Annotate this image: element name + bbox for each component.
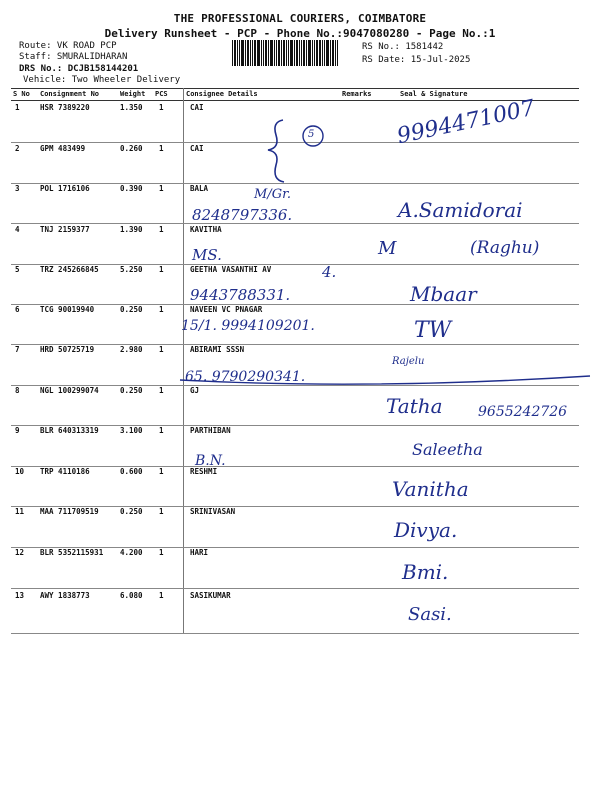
signature-row-6: TW: [414, 318, 452, 343]
col-pcs: PCS: [155, 90, 168, 98]
cell-weight: 0.250: [120, 386, 143, 395]
cell-sno: 1: [15, 103, 20, 112]
cell-pcs: 1: [159, 467, 164, 476]
signature-row-12: Bmi.: [402, 560, 449, 584]
cell-consignment: HRD 50725719: [40, 345, 95, 354]
geetha-number: 4.: [322, 263, 337, 281]
cell-weight: 0.250: [120, 507, 143, 516]
signature-row-9: Saleetha: [412, 440, 483, 459]
cell-consignment: BLR 5352115931: [40, 548, 104, 557]
cell-consignee: NAVEEN VC PNAGAR: [190, 305, 263, 314]
signature-row-4b: (Raghu): [470, 238, 540, 258]
signature-row-13: Sasi.: [408, 604, 452, 625]
cell-pcs: 1: [159, 386, 164, 395]
cell-pcs: 1: [159, 305, 164, 314]
company-title: THE PROFESSIONAL COURIERS, COIMBATORE: [173, 12, 427, 25]
cell-sno: 3: [15, 184, 20, 193]
signature-row-3: A.Samidorai: [398, 198, 523, 222]
cell-sno: 11: [15, 507, 25, 516]
cell-consignment: TNJ 2159377: [40, 225, 90, 234]
cell-consignment: HSR 7389220: [40, 103, 90, 112]
cell-consignee: GEETHA VASANTHI AV: [190, 265, 272, 274]
cell-weight: 0.260: [120, 144, 143, 153]
cell-consignment: TRZ 245266845: [40, 265, 99, 274]
cell-sno: 9: [15, 426, 20, 435]
signature-row-1: 9994471007: [394, 95, 538, 150]
cell-consignment: AWY 1838773: [40, 591, 90, 600]
cell-consignment: GPM 483499: [40, 144, 86, 153]
cell-consignment: MAA 711709519: [40, 507, 99, 516]
cell-consignee: KAVITHA: [190, 225, 222, 234]
cell-sno: 10: [15, 467, 25, 476]
vehicle-label: Vehicle: Two Wheeler Delivery: [23, 75, 181, 85]
cell-weight: 0.250: [120, 305, 143, 314]
cell-weight: 3.100: [120, 426, 143, 435]
kavitha-note: MS.: [192, 246, 222, 264]
naveen-note: 15/1. 9994109201.: [181, 318, 315, 334]
abirami-note: 65. 9790290341.: [185, 369, 306, 385]
brace-count-note: 5: [308, 129, 315, 140]
cell-consignee: SASIKUMAR: [190, 591, 231, 600]
runsheet-subtitle: Delivery Runsheet - PCP - Phone No.:9047080280 - Page No.:1: [104, 27, 496, 40]
cell-weight: 0.390: [120, 184, 143, 193]
cell-pcs: 1: [159, 103, 164, 112]
cell-consignee: GJ: [190, 386, 200, 395]
cell-pcs: 1: [159, 225, 164, 234]
cell-sno: 13: [15, 591, 25, 600]
cell-consignee: PARTHIBAN: [190, 426, 231, 435]
route-label: Route: VK ROAD PCP: [19, 41, 117, 51]
bala-note: M/Gr.: [254, 187, 291, 202]
cell-consignment: POL 1716106: [40, 184, 90, 193]
cell-weight: 6.080: [120, 591, 143, 600]
cell-sno: 8: [15, 386, 20, 395]
cell-sno: 2: [15, 144, 20, 153]
cell-pcs: 1: [159, 591, 164, 600]
cell-consignee: CAI: [190, 103, 204, 112]
col-consignment: Consignment No: [40, 90, 100, 98]
cell-consignee: ABIRAMI SSSN: [190, 345, 245, 354]
cell-consignee: CAI: [190, 144, 204, 153]
cell-pcs: 1: [159, 426, 164, 435]
cell-pcs: 1: [159, 265, 164, 274]
cell-pcs: 1: [159, 184, 164, 193]
cell-sno: 4: [15, 225, 20, 234]
cell-weight: 1.390: [120, 225, 143, 234]
cell-consignee: HARI: [190, 548, 209, 557]
signature-row-11: Divya.: [394, 518, 458, 542]
signature-row-10: Vanitha: [392, 477, 469, 501]
col-sno: S No: [13, 90, 30, 98]
cell-consignee: SRINIVASAN: [190, 507, 236, 516]
cell-pcs: 1: [159, 507, 164, 516]
cell-weight: 2.980: [120, 345, 143, 354]
geetha-phone: 9443788331.: [190, 286, 291, 304]
col-consignee: Consignee Details: [186, 90, 258, 98]
cell-pcs: 1: [159, 345, 164, 354]
cell-sno: 5: [15, 265, 20, 274]
signature-row-5: Mbaar: [410, 282, 477, 306]
cell-consignment: NGL 100299074: [40, 386, 99, 395]
cell-pcs: 1: [159, 548, 164, 557]
signature-row-4a: M: [378, 238, 397, 259]
cell-sno: 12: [15, 548, 25, 557]
cell-consignment: BLR 640313319: [40, 426, 99, 435]
cell-consignee: BALA: [190, 184, 209, 193]
cell-weight: 4.200: [120, 548, 143, 557]
drs-label: DRS No.: DCJB158144201: [19, 64, 139, 74]
parthiban-note: B.N.: [195, 453, 226, 469]
col-seal-signature: Seal & Signature: [400, 90, 468, 98]
rs-number: RS No.: 1581442: [362, 42, 444, 52]
cell-sno: 7: [15, 345, 20, 354]
signature-row-8a: Tatha: [386, 394, 443, 418]
cell-consignment: TCG 90019940: [40, 305, 95, 314]
cell-sno: 6: [15, 305, 20, 314]
cell-weight: 1.350: [120, 103, 143, 112]
cell-consignee: RESHMI: [190, 467, 218, 476]
cell-weight: 5.250: [120, 265, 143, 274]
signature-row-8b: 9655242726: [478, 404, 568, 420]
bala-phone: 8248797336.: [192, 206, 293, 224]
cell-consignment: TRP 4110186: [40, 467, 90, 476]
cell-pcs: 1: [159, 144, 164, 153]
cell-weight: 0.600: [120, 467, 143, 476]
rs-date: RS Date: 15-Jul-2025: [362, 55, 471, 65]
col-weight: Weight: [120, 90, 146, 98]
col-remarks: Remarks: [342, 90, 372, 98]
signature-row-7: Rajelu: [392, 356, 425, 367]
staff-label: Staff: SMURALIDHARAN: [19, 52, 128, 62]
